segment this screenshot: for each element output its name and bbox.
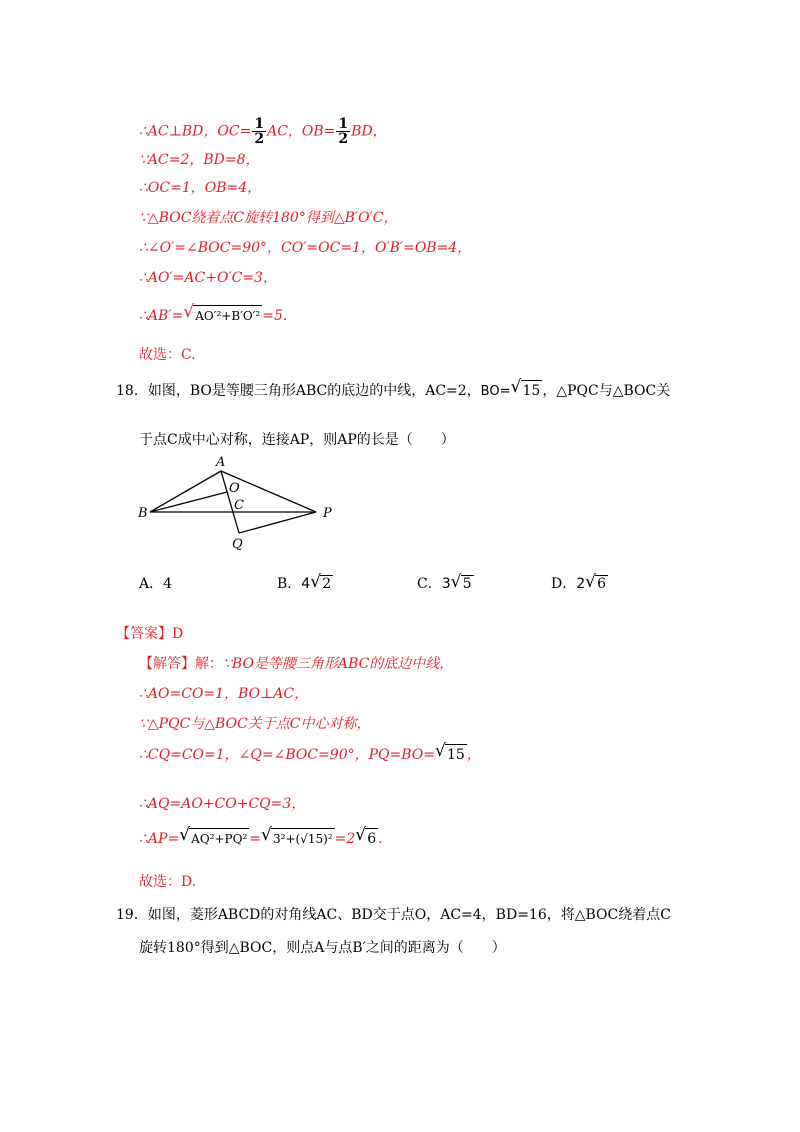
radicand: 15 — [521, 380, 543, 401]
frac-num: 1 — [254, 116, 265, 132]
sqrt-expression — [262, 828, 335, 849]
solution-line-3: ∵△PQC与△BOC关于点C中心对称， — [139, 716, 371, 732]
solution-line-2: ∴AO=CO=1，BO⊥AC， — [139, 686, 309, 702]
prev-text: BD， — [351, 123, 387, 140]
radicand: AO′²+B′O′² — [193, 305, 262, 326]
bo-label: BO= — [480, 384, 511, 399]
radicand: 3²+(√15)² — [271, 828, 335, 849]
prev-text: ∴AB′= — [139, 308, 184, 324]
q18-line-2: 于点C成中心对称，连接AP，则AP的长是（ ） — [139, 432, 455, 448]
option-coef: 3 — [441, 576, 451, 592]
solution-choice: 故选：D. — [139, 874, 197, 890]
option-label: B． — [277, 576, 302, 592]
label-c: C — [234, 498, 244, 513]
radicand: 2 — [322, 576, 332, 592]
prev-solution-line-2: ∵AC=2，BD=8， — [139, 152, 260, 168]
prev-text: =5. — [262, 308, 288, 324]
prev-text: ∴AC⊥BD，OC= — [139, 123, 252, 140]
prev-solution-line-6: ∴AO′=AC+O′C=3， — [139, 270, 277, 286]
q18-text: 18．如图，BO是等腰三角形ABC的底边的中线，AC=2， — [116, 383, 481, 399]
solution-line-4 — [139, 744, 481, 765]
option-label: A． — [139, 576, 164, 592]
option-label: D． — [551, 576, 577, 592]
q18-figure — [135, 452, 345, 552]
prev-solution-line-3: ∴OC=1，OB=4， — [139, 180, 262, 196]
prev-text: AC，OB= — [267, 123, 336, 140]
radicand: 15 — [445, 744, 467, 765]
radicand: 6 — [365, 828, 378, 849]
label-q: Q — [232, 537, 243, 552]
frac-den: 2 — [254, 131, 265, 147]
label-p: P — [323, 506, 332, 521]
frac-den: 2 — [338, 131, 349, 147]
label-o: O — [229, 481, 240, 496]
prev-solution-line-5: ∴∠O′=∠BOC=90°，CO′=OC=1，O′B′=OB=4， — [139, 240, 472, 256]
solution-text: =2 — [334, 831, 356, 847]
label-b: B — [138, 506, 148, 521]
option-value: 4 — [163, 576, 173, 592]
option-a[interactable] — [139, 573, 172, 593]
q19-line-2: 旋转180°得到△BOC，则点A与点B′之间的距离为（ ） — [139, 940, 506, 956]
solution-text: ∴CQ=CO=1，∠Q=∠BOC=90°，PQ=BO= — [139, 747, 435, 763]
prev-solution-line-4: ∵△BOC绕着点C旋转180°得到△B′O′C， — [139, 210, 398, 226]
sqrt-15 — [512, 380, 543, 401]
option-coef: 2 — [576, 576, 586, 592]
fraction-half — [336, 117, 350, 146]
sqrt-expression — [184, 305, 262, 326]
option-c[interactable] — [417, 573, 474, 593]
q19-line-1: 19．如图，菱形ABCD的对角线AC、BD交于点O，AC=4，BD=16，将△BOC绕着点C — [116, 907, 671, 923]
solution-text: ∵BO是等腰三角形ABC的底边中线， — [223, 656, 454, 672]
solution-line-6 — [139, 828, 383, 849]
solution-line-1 — [139, 654, 453, 674]
prev-solution-line-7 — [139, 305, 287, 326]
sqrt — [452, 575, 474, 592]
sqrt — [586, 575, 608, 592]
prev-choice: 故选：C. — [139, 347, 196, 363]
sqrt-expression — [180, 828, 249, 849]
solution-text: ∴AP= — [139, 831, 180, 847]
frac-num: 1 — [338, 116, 349, 132]
radicand: 5 — [462, 576, 472, 592]
solution-text: ， — [466, 747, 481, 763]
option-d[interactable] — [551, 573, 608, 593]
fraction-half — [252, 117, 266, 146]
option-coef: 4 — [301, 576, 311, 592]
radicand: 6 — [597, 576, 607, 592]
radicand: AQ²+PQ² — [189, 828, 249, 849]
sqrt-15 — [436, 744, 467, 765]
q18-text: ，△PQC与△BOC关 — [542, 383, 671, 399]
solution-label: 【解答】解： — [139, 656, 223, 672]
option-label: C． — [417, 576, 442, 592]
option-b[interactable] — [277, 573, 333, 593]
answer-line: 【答案】D — [116, 626, 184, 642]
sqrt-6 — [356, 828, 378, 849]
prev-solution-line-1 — [139, 117, 387, 146]
solution-text: = — [249, 831, 261, 847]
q18-line-1 — [116, 380, 670, 402]
solution-line-5: ∴AQ=AO+CO+CQ=3， — [139, 796, 306, 812]
solution-text: . — [378, 831, 383, 847]
label-a: A — [216, 455, 226, 470]
sqrt — [311, 575, 333, 592]
